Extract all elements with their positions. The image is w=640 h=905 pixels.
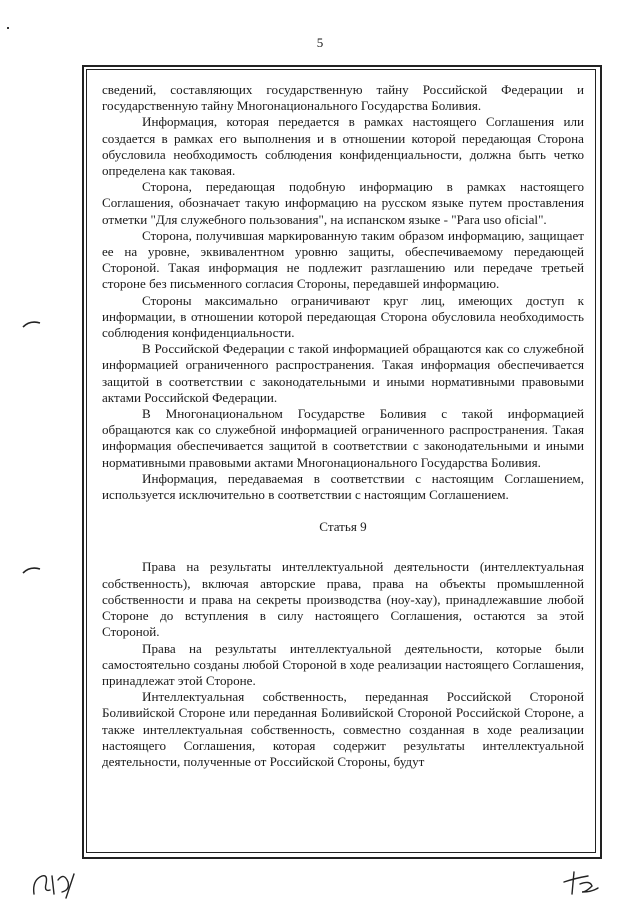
article-heading: Статья 9 <box>319 519 367 535</box>
document-body <box>102 82 584 770</box>
paragraph: В Российской Федерации с такой информацией обращаются как со служебной информацией ограниченного распространения. Такая информация обеспечивается защитой в соответствии с законодательными и иными нормативными правовыми актами Российской Федерации. <box>102 341 584 405</box>
paragraph: Сторона, передающая подобную информацию в рамках настоящего Соглашения, обозначает такую информацию на русском языке путем проставления отметки "Для служебного пользования", на испанском языке - "Para uso oficial". <box>102 179 584 227</box>
paragraph: Права на результаты интеллектуальной деятельности, которые были самостоятельно созданы любой Стороной в ходе реализации настоящего Соглашения, принадлежат этой Стороне. <box>102 640 584 688</box>
paragraph: Интеллектуальная собственность, переданная Российской Стороной Боливийской Стороне или переданная Боливийской Стороной Российской Стороне, а также интеллектуальная собственность, совместно созданная в ходе реализации настоящего Соглашения, которая содержит результаты интеллектуальной деятельности, полученные от Российской Стороны, будут <box>102 689 584 769</box>
paragraph: В Многонациональном Государстве Боливия с такой информацией обращаются как со служебной информацией ограниченного распространения. Такая информация обеспечивается защитой в соответствии с законодательными и иными нормативными правовыми актами Многонационального Государства Боливия. <box>102 406 584 470</box>
right-signature <box>560 868 606 898</box>
left-signature <box>28 866 98 900</box>
paragraph: Права на результаты интеллектуальной деятельности (интеллектуальная собственность), включая авторские права, права на объекты промышленной собственности и права на секреты производства (ноу-хау), принадлежавшие любой Стороне до вступления в силу настоящего Соглашения, остаются за этой Стороной. <box>102 559 584 640</box>
paragraph: Информация, которая передается в рамках настоящего Соглашения или создается в рамках его выполнения и в отношении которой передающая Сторона обусловила необходимость соблюдения конфиденциальности, должна быть четко определена как таковая. <box>102 114 584 179</box>
paragraph: Сторона, получившая маркированную таким образом информацию, защищает ее на уровне, эквивалентном уровню защиты, обеспечиваемому передающей Стороной. Такая информация не подлежит разглашению или передаче третьей стороне без письменного согласия Стороны, передавшей информацию. <box>102 227 584 292</box>
paragraph: Стороны максимально ограничивают круг лиц, имеющих доступ к информации, в отношении которой передающая Сторона обусловила необходимость соблюдения конфиденциальности. <box>102 292 584 341</box>
scan-speck <box>7 27 9 29</box>
margin-mark <box>22 566 42 574</box>
paragraph: Информация, передаваемая в соответствии с настоящим Соглашением, используется исключительно в соответствии с настоящим Соглашением. <box>102 470 584 503</box>
page-number: 5 <box>316 35 324 50</box>
paragraph: сведений, составляющих государственную тайну Российской Федерации и государственную тайну Многонационального Государства Боливия. <box>102 82 584 114</box>
margin-mark <box>22 320 42 328</box>
